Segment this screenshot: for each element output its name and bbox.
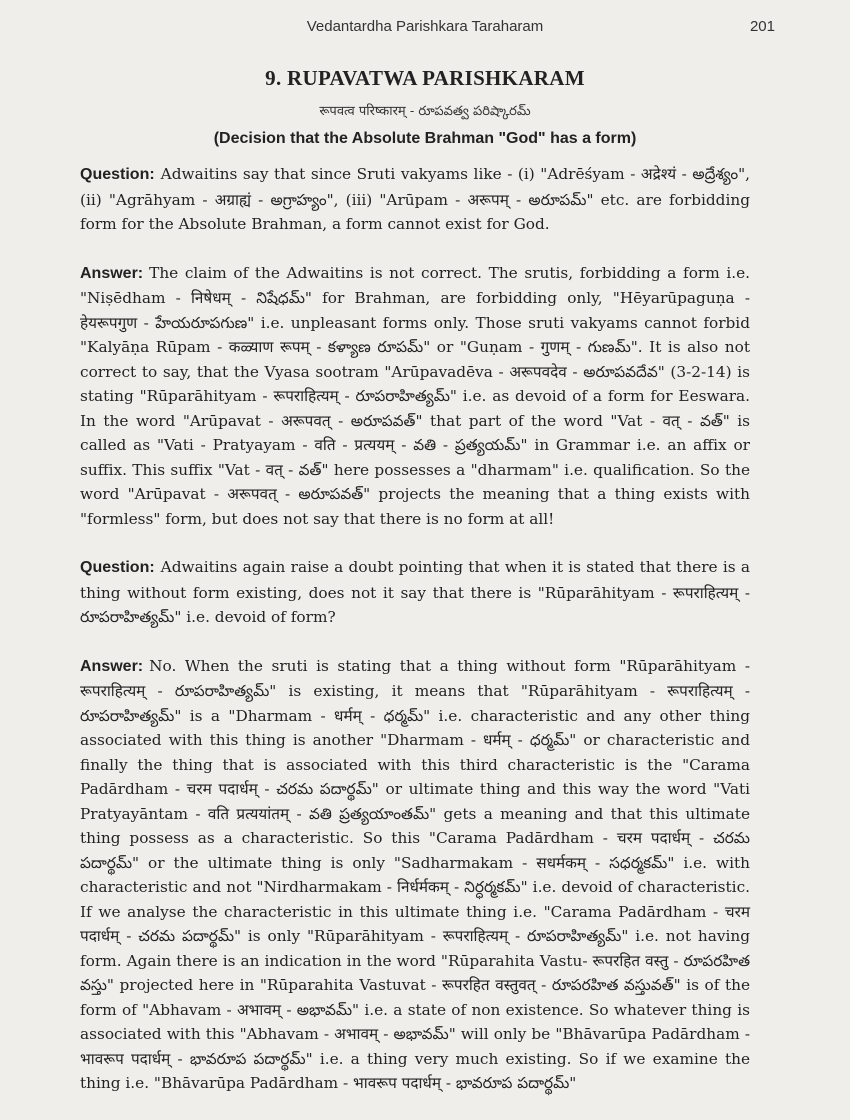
chapter-title: 9. RUPAVATWA PARISHKARAM — [265, 66, 585, 90]
question-paragraph-1 — [80, 162, 750, 237]
body-text — [80, 162, 750, 1120]
question-label: Question: — [80, 559, 155, 576]
answer-label: Answer: — [80, 657, 144, 675]
paragraph-text: The claim of the Adwaitins is not correct. The srutis, forbidding a form i.e. "Niṣēdham - निषेधम् - నిషేధమ్" for Brahman, are forbidding only, "Hēyarūpaguṇa - हेयरूपगुण - హేయరూపగుణ" i.e. unpleasant forms only. Those sruti vakyams cannot forbid "Kalyāṇa Rūpam - कळ्याण रूपम् - కళ్యాణ రూపమ్" or "Guṇam - गुणम् - గుణమ్". It is also not correct to say, that the Vyasa sootram "Arūpavadēva - अरूपवदेव - అరూపవదేవ" (3-2-14) is stating "Rūparāhityam - रूपराहित्यम् - రూపరాహిత్యమ్" i.e. as devoid of a form for Eeswara. In the word "Arūpavat - अरूपवत् - అరూపవత్" that part of the word "Vat - वत् - వత్" is called as "Vati - Pratyayam - वति - प्रत्ययम् - వతి - ప్రత్యయమ్" in Grammar i.e. an affix or suffix. This suffix "Vat - वत् - వత్" here possesses a "dharmam" i.e. qualification. So the word "Arūpavat - अरूपवत् - అరూపవత్" projects the meaning that a thing exists with "formless" form, but does not say that there is no form at all! — [80, 263, 750, 528]
paragraph-text: Adwaitins again raise a doubt pointing that when it is stated that there is a thing without form existing, does not it say that there is "Rūparāhityam - रूपराहित्यम् - రూపరాహిత్యమ్" i.e. devoid of form? — [80, 558, 750, 626]
answer-label: Answer: — [80, 264, 144, 282]
paragraph-text: Adwaitins say that since Sruti vakyams like - (i) "Adrēśyam - अद्रेश्यं - అద్రేశ్యం", (ii) "Agrāhyam - अग्राह्यं - అగ్రాహ్యం", (iii) "Arūpam - अरूपम् - అరూపమ్" etc. are forbidding form for the Absolute Brahman, a form cannot exist for God. — [80, 165, 750, 233]
question-label: Question: — [80, 166, 155, 183]
paragraph-text: No. When the sruti is stating that a thing without form "Rūparāhityam - रूपराहित्यम् - రూపరాహిత్యమ్" is existing, it means that "Rūparāhityam - रूपराहित्यम् - రూపరాహిత్యమ్" is a "Dharmam - धर्मम् - ధర్మమ్" i.e. characteristic and any other thing associated with this thing is another "Dharmam - धर्मम् - ధర్మమ్" or characteristic and finally the thing that is associated with this third characteristic is the "Carama Padārdham - चरम पदार्धम् - చరమ పదార్థమ్" or ultimate thing and this way the word "Vati Pratyayāntam - वति प्रत्ययांतम् - వతి ప్రత్యయాంతమ్" gets a meaning and that this ultimate thing possess as a characteristic. So this "Carama Padārdham - चरम पदार्धम् - చరమ పదార్థమ్" or the ultimate thing is only "Sadharmakam - सधर्मकम् - సధర్మకమ్" i.e. with characteristic and not "Nirdharmakam - निर्धर्मकम् - నిర్ధర్మకమ్" i.e. devoid of characteristic. If we analyse the characteristic in this ultimate thing i.e. "Carama Padārdham - चरम पदार्धम् - చరమ పదార్థమ్" is only "Rūparāhityam - रूपराहित्यम् - రూపరాహిత్యమ్" i.e. not having form. Again there is an indication in the word "Rūparahita Vastu- रूपरहित वस्तु - రూపరహిత వస్తు" projected here in "Rūparahita Vastuvat - रूपरहित वस्तुवत् - రూపరహిత వస్తువత్" is of the form of "Abhavam - अभावम् - అభావమ్" i.e. a state of non existence. So whatever thing is associated with this "Abhavam - अभावम् - అభావమ్" will only be "Bhāvarūpa Padārdham - भावरूप पदार्धम् - భావరూప పదార్థమ్" i.e. a thing very much existing. So if we examine the thing i.e. "Bhāvarūpa Padārdham - भावरूप पदार्धम् - భావరూప పదార్థమ్" — [80, 656, 750, 1092]
question-paragraph-2 — [80, 555, 750, 630]
running-header-title: Vedantardha Parishkara Taraharam — [306, 18, 544, 35]
answer-paragraph-2 — [80, 654, 750, 1096]
chapter-title-block — [0, 66, 850, 148]
chapter-subtitle-english: (Decision that the Absolute Brahman "God" has a form) — [213, 130, 637, 147]
answer-paragraph-1 — [80, 261, 750, 532]
chapter-subtitle-script: रूपवत्व परिष्कारम् - రూపవత్వ పరిష్కారమ్ — [319, 104, 531, 119]
page-number: 201 — [749, 18, 775, 35]
